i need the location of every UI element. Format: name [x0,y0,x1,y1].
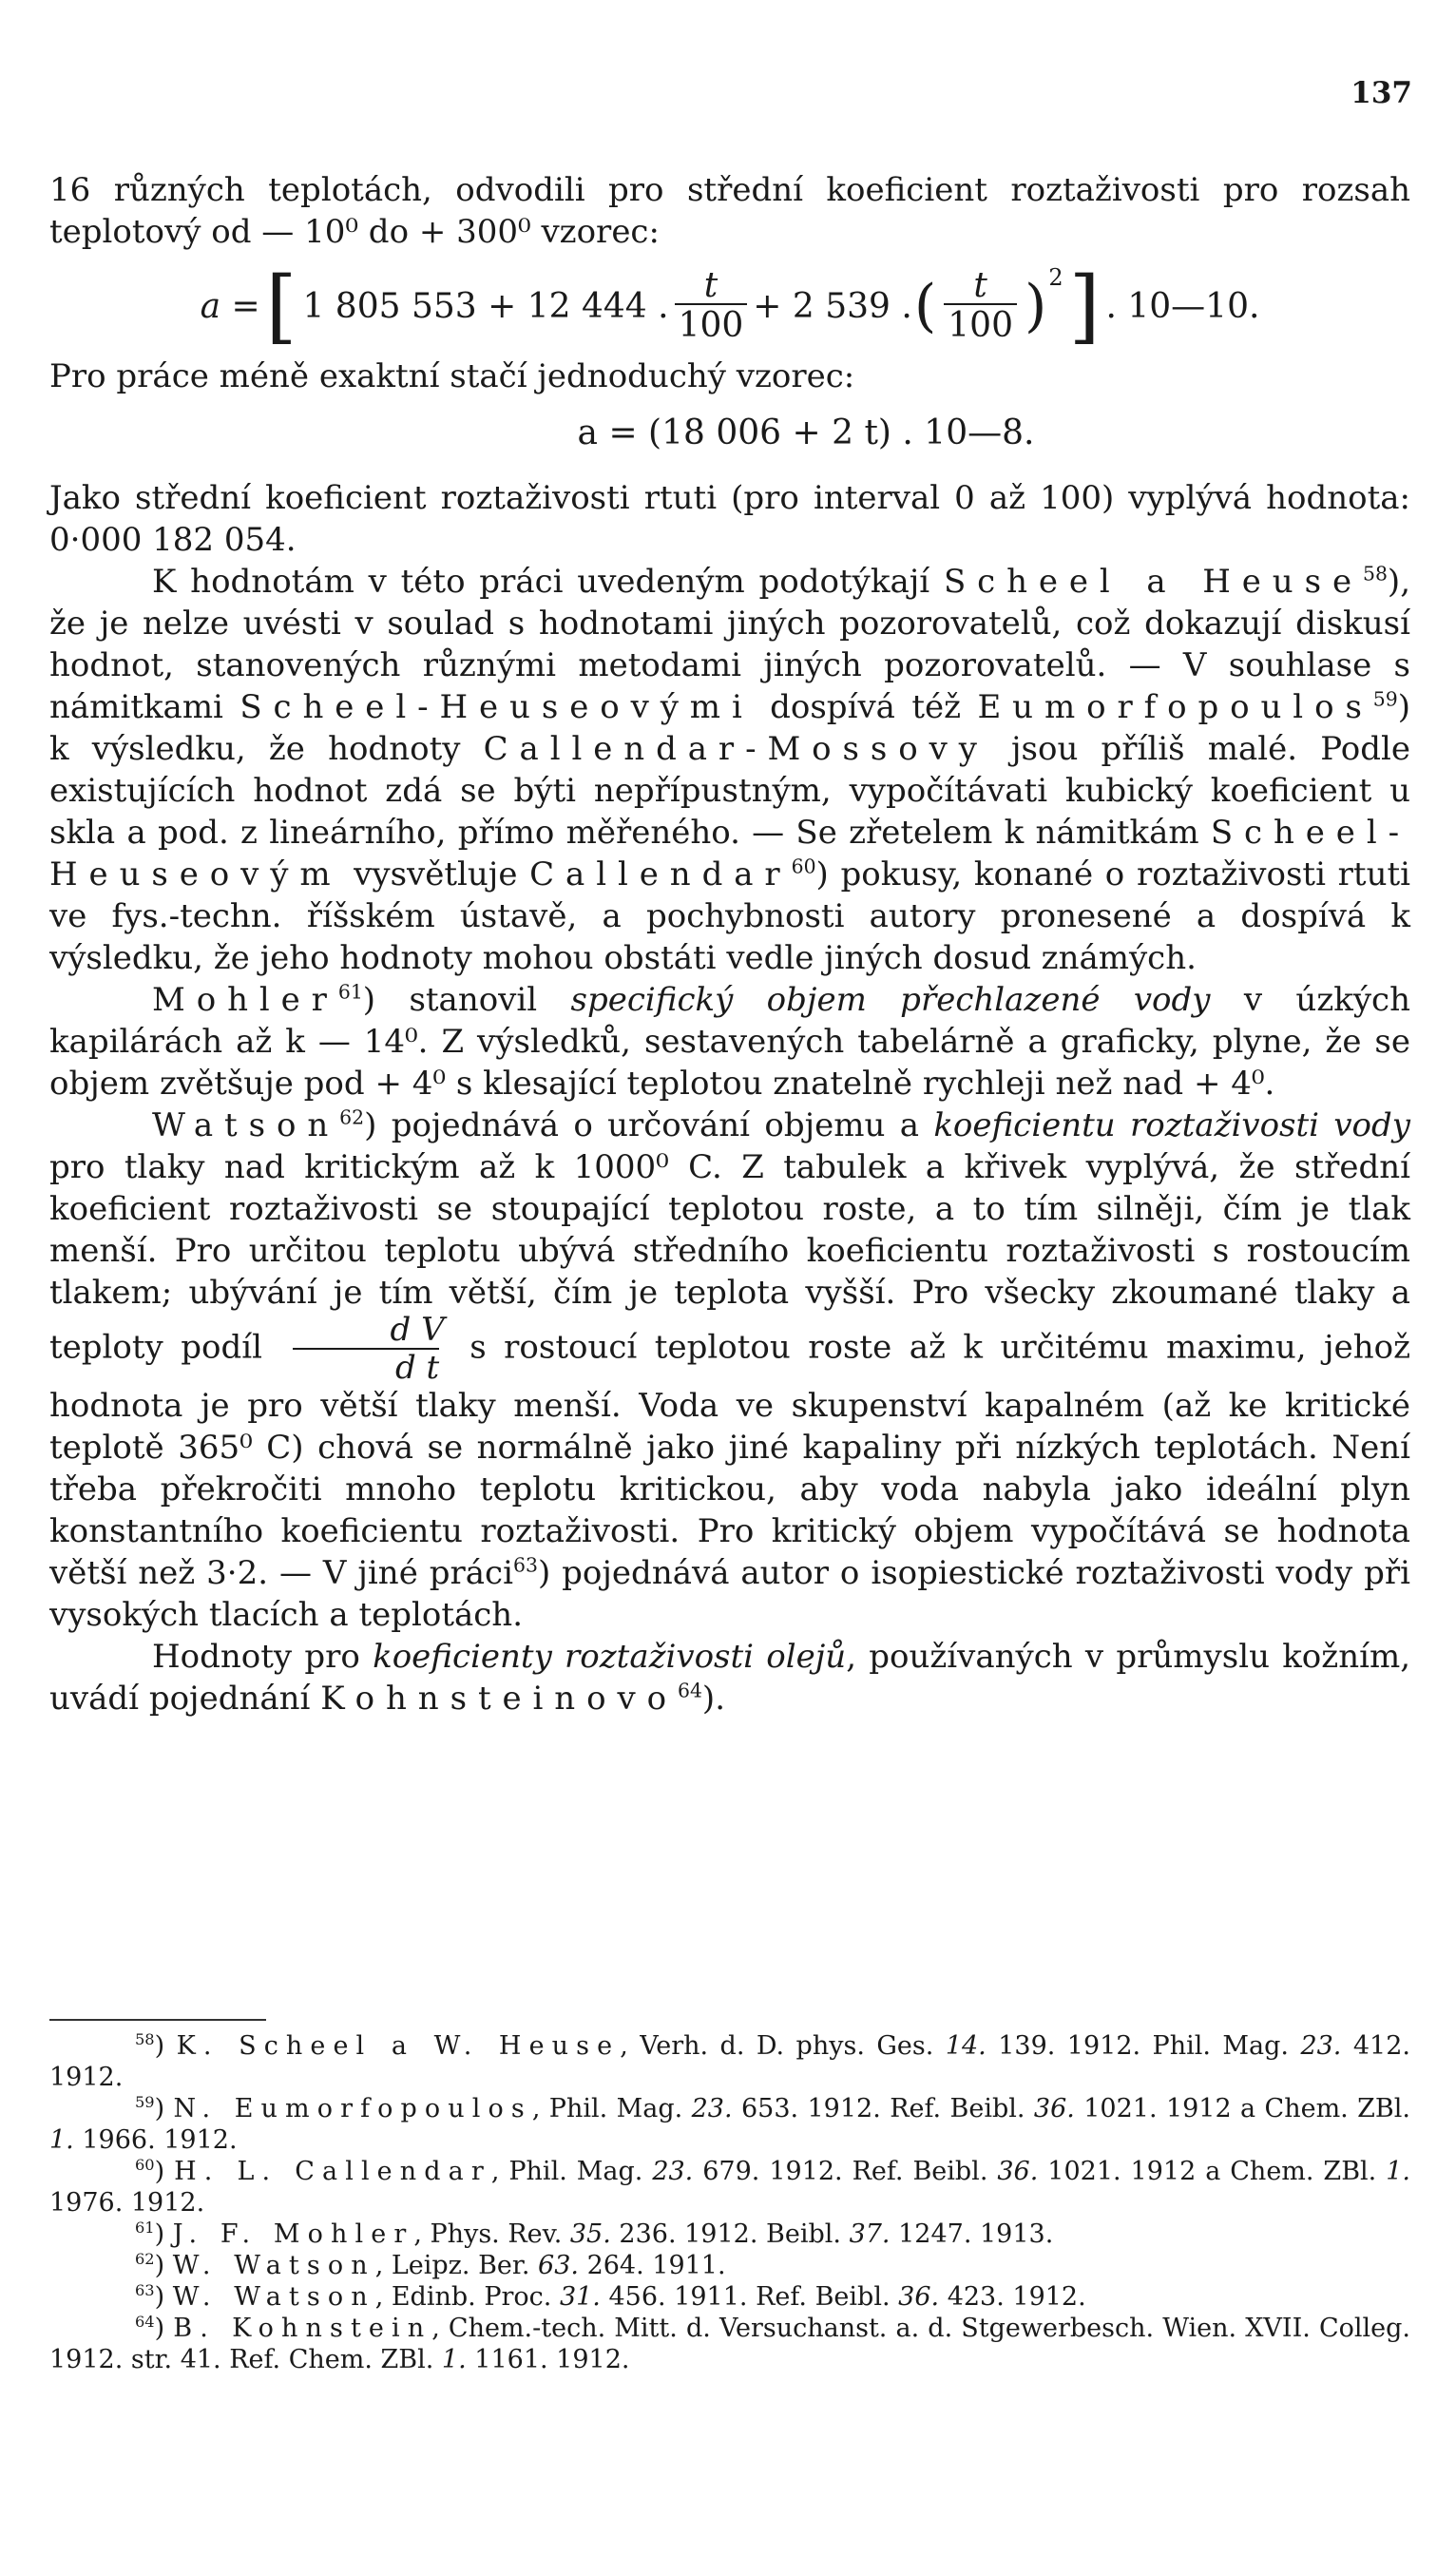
author-callendar: Callendar [529,855,792,893]
footnote-63: $^{63}$) W. Watson, Edinb. Proc. 31. 456. 1911. Ref. Beibl. 36. 423. 1912. [135,2281,1086,2312]
fraction-t-100-squared: $\frac{t}{100}$ [944,269,1017,343]
right-paren: ) [1024,273,1047,339]
formula-1-term-1: 1 805 553 + 12 444 . [302,286,669,326]
footnote-59: $^{59}$) N. Eumorfopoulos, Phil. Mag. 23. 653. 1912. Ref. Beibl. 36. 1021. 1912 a Chem. ZBl. 1. 1966. 1912. [49,2093,1410,2155]
footnote-divider [49,2019,266,2021]
paragraph-3: Jako střední koeficient roztaživosti rtuti (pro interval 0 až 100) vyplývá hodnota: 0·000 182 054. [49,479,1410,559]
body-text [49,169,1410,1719]
fraction-t-100: $\frac{t}{100}$ [675,269,748,343]
right-bracket: ] [1068,259,1101,353]
ref-64: 64 [677,1680,702,1703]
left-bracket: [ [265,259,297,353]
formula-1-term-2: + 2 539 . [753,286,912,326]
author-kohnstein: Kohnsteinovo [320,1680,678,1719]
formula-1-tail: . 10—10. [1105,286,1260,326]
ref-63: 63 [512,1554,538,1578]
paragraph-7: Hodnoty pro koeficienty roztaživosti olejů, používaných v průmyslu kožním, uvádí pojednání Kohnsteinovo$^{64}$). [49,1638,1411,1719]
paragraph-4: K hodnotám v této práci uvedeným podotýkají Scheel a Heuse$^{58}$), že je nelze uvésti v soulad s hodnotami jiných pozorovatelů, což dokazují diskusí hodnot, stanovených různými metodami jiných pozorovatelů. — V souhlase s námitkami Scheel-Heuseovými dospívá též Eumorfopoulos$^{59}$) k výsledku, že hodnoty Callendar-Mossovy jsou příliš malé. Podle existujících hodnot zdá se býti nepřípustným, vypočítávati kubický koeficient u skla a pod. z lineárního, přímo měřeného. — Se zřetelem k námitkám Scheel-Heuseovým vysvětluje Callendar$^{60}$) pokusy, konané o roztaživosti rtuti ve fys.-techn. říšském ústavě, a pochybnosti autory pronesené a dospívá k výsledku, že jeho hodnoty mohou obstáti vedle jiných dosud známých. [49,562,1411,977]
ref-58: 58 [1362,562,1388,586]
ref-60: 60 [791,855,816,878]
footnote-58: $^{58}$) K. Scheel a W. Heuse, Verh. d. D. phys. Ges. 14. 139. 1912. Phil. Mag. 23. 412. 1912. [49,2030,1410,2092]
formula-1: a = [ 1 805 553 + 12 444 . $\frac{t}{100}$ + 2 539 . ( $\frac{t}{100}$ ) $^2$ ] . 10—10. [200,259,1260,353]
page-number: 137 [1351,76,1412,110]
author-scheel-heuse: Scheel a Heuse [943,563,1363,601]
footnote-61: $^{61}$) J. F. Mohler, Phys. Rev. 35. 236. 1912. Beibl. 37. 1247. 1913. [135,2219,1054,2249]
paragraph-2: Pro práce méně exaktní stačí jednoduchý vzorec: [49,357,855,395]
left-paren: ( [913,273,937,339]
formula-2: a = (18 006 + 2 t) . 10—8. [577,413,1035,452]
fraction-dv-dt: $\frac{\text{d V}}{\text{d t}}$ [288,1314,445,1385]
paragraph-1: 16 různých teplotách, odvodili pro střední koeficient roztaživosti pro rozsah teplotový od — 10⁰ do + 300⁰ vzorec: [49,171,1410,251]
author-mohler: Mohler [152,981,338,1019]
author-watson: Watson [152,1106,340,1144]
footnotes [49,2030,1410,2375]
ref-62: 62 [339,1105,365,1129]
paragraph-5: Mohler$^{61}$) stanovil specifický objem přechlazené vody v úzkých kapilárách až k — 14⁰. Z výsledků, sestavených tabelárně a graficky, plyne, že se objem zvětšuje pod + 4⁰ s klesající teplotou znatelně rychleji než nad + 4⁰. [49,980,1410,1103]
paragraph-6: Watson$^{62}$) pojednává o určování objemu a koeficientu roztaživosti vody pro tlaky nad kritickým až k 1000⁰ C. Z tabulek a křivek vyplývá, že střední koeficient roztaživosti se stoupající teplotou roste, a to tím silněji, čím je tlak menší. Pro určitou teplotu ubývá středního koeficientu roztaživosti s rostoucím tlakem; ubývání je tím větší, čím je teplota vyšší. Pro všecky zkoumané tlaky a teploty podíl $\frac{\text{d V}}{\text{d t}}$ s rostoucí teplotou roste až k určitému maximu, jehož hodnota je pro větší tlaky menší. Voda ve skupenství kapalném (až ke kritické teplotě 365⁰ C) chová se normálně jako jiné kapaliny při nízkých teplotách. Není třeba překročiti mnoho teplotu kritickou, aby voda nabyla jako ideální plyn konstantního koeficientu roztaživosti. Pro kritický objem vypočítává se hodnota větší než 3·2. — V jiné práci$^{63}$) pojednává autor o isopiestické roztaživosti vody při vysokých tlacích a teplotách. [49,1105,1411,1635]
ref-59: 59 [1372,687,1398,711]
author-eumorfopoulos: Eumorfopoulos [977,688,1373,726]
formula-1-lhs: a = [200,286,260,326]
ref-61: 61 [337,980,363,1004]
footnote-60: $^{60}$) H. L. Callendar, Phil. Mag. 23. 679. 1912. Ref. Beibl. 36. 1021. 1912 a Chem. ZBl. 1. 1976. 1912. [49,2156,1410,2218]
footnote-64: $^{64}$) B. Kohnstein, Chem.-tech. Mitt. d. Versuchanst. a. d. Stgewerbesch. Wien. XVII. Colleg. 1912. str. 41. Ref. Chem. ZBl. 1. 1161. 1912. [49,2313,1410,2374]
footnote-62: $^{62}$) W. Watson, Leipz. Ber. 63. 264. 1911. [135,2250,726,2280]
